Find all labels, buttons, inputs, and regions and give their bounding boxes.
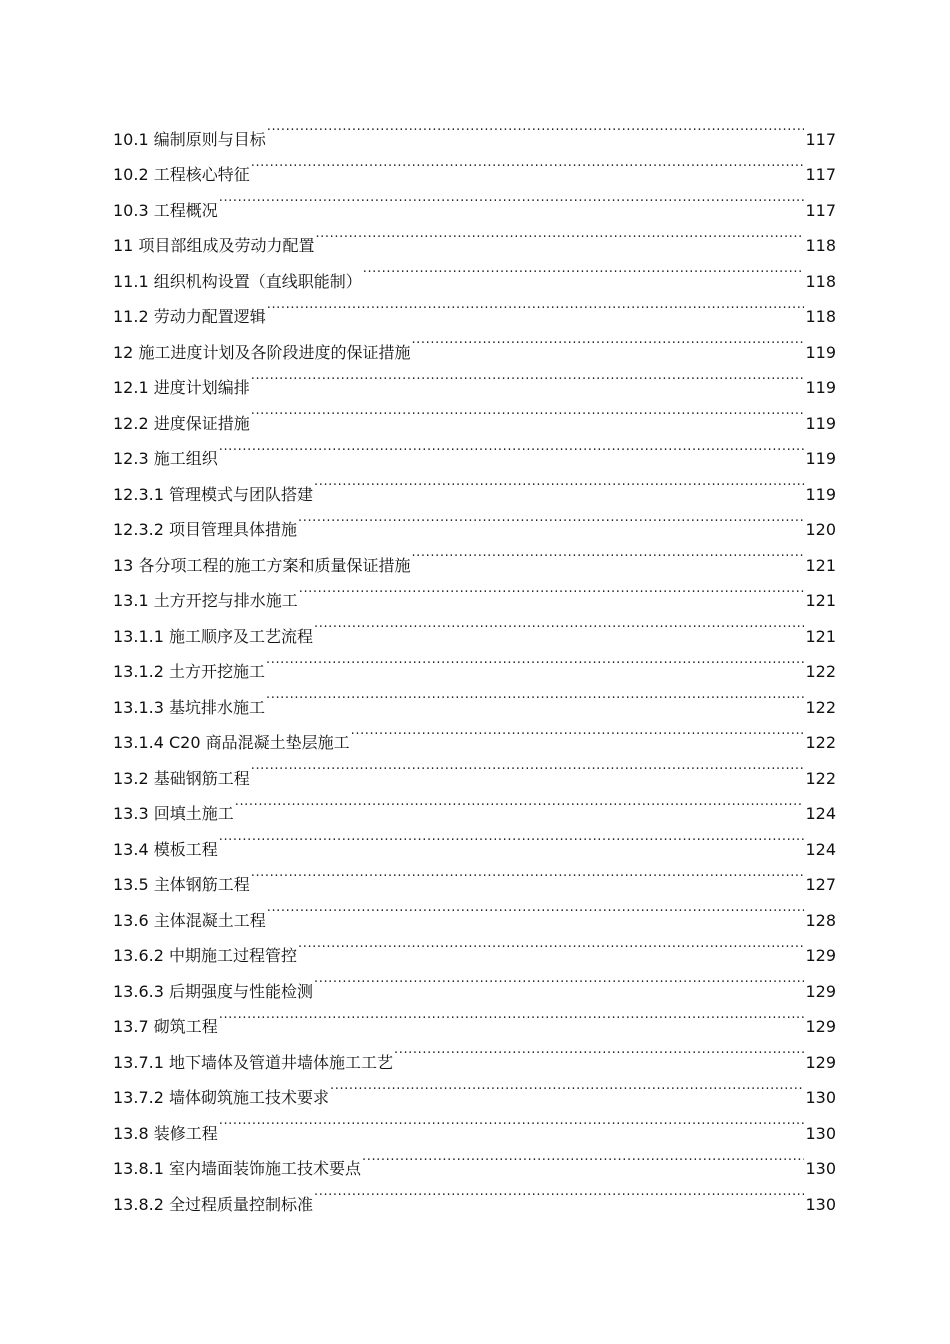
toc-dot-leader <box>267 890 805 926</box>
toc-entry[interactable] <box>113 429 836 468</box>
toc-entry-title: 11 项目部组成及劳动力配置 <box>113 236 315 255</box>
toc-entry-page: 117 <box>805 129 836 149</box>
toc-entry-title: 13.8.1 室内墙面装饰施工技术要点 <box>113 1159 361 1178</box>
toc-entry-title: 12.1 进度计划编排 <box>113 378 250 397</box>
toc-dot-leader <box>235 784 805 820</box>
toc-dot-leader <box>267 287 805 323</box>
toc-entry-title: 10.1 编制原则与目标 <box>113 129 266 149</box>
toc-dot-leader <box>299 571 805 607</box>
toc-entry-page: 129 <box>805 1052 836 1072</box>
toc-entry[interactable] <box>113 1032 836 1072</box>
toc-entry-page: 129 <box>805 981 836 1001</box>
toc-dot-leader <box>298 926 804 962</box>
toc-entry-title: 10.3 工程概况 <box>113 200 218 220</box>
toc-entry-title: 13.8.2 全过程质量控制标准 <box>113 1194 313 1214</box>
toc-entry-page: 121 <box>805 626 836 646</box>
toc-entry-title: 12.3.1 管理模式与团队搭建 <box>113 484 313 504</box>
toc-dot-leader <box>266 677 804 713</box>
toc-entry-page: 119 <box>805 378 836 397</box>
toc-entry-page: 124 <box>805 804 836 823</box>
toc-entry-title: 13.7.1 地下墙体及管道井墙体施工工艺 <box>113 1052 393 1072</box>
toc-entry-title: 11.1 组织机构设置（直线职能制） <box>113 271 362 291</box>
toc-entry-title: 13.1.3 基坑排水施工 <box>113 697 265 717</box>
toc-dot-leader <box>251 393 805 429</box>
toc-entry-title: 13.3 回填土施工 <box>113 804 234 823</box>
toc-entry-title: 12.2 进度保证措施 <box>113 413 250 433</box>
toc-entry[interactable] <box>113 819 836 859</box>
toc-entry-page: 124 <box>805 839 836 859</box>
toc-entry-page: 130 <box>805 1159 836 1178</box>
toc-dot-leader <box>314 606 804 642</box>
toc-entry-title: 12 施工进度计划及各阶段进度的保证措施 <box>113 342 411 362</box>
toc-entry-page: 119 <box>805 342 836 362</box>
toc-entry-title: 13.6 主体混凝土工程 <box>113 910 266 930</box>
toc-entry-page: 122 <box>805 768 836 788</box>
toc-dot-leader <box>411 535 804 571</box>
toc-entry-title: 13 各分项工程的施工方案和质量保证措施 <box>113 555 411 575</box>
toc-dot-leader <box>314 1174 804 1210</box>
toc-dot-leader <box>394 1032 804 1068</box>
toc-dot-leader <box>219 1103 805 1139</box>
toc-entry[interactable] <box>113 216 836 255</box>
toc-dot-leader <box>219 180 805 216</box>
toc-dot-leader <box>219 997 805 1033</box>
toc-entry-page: 117 <box>805 165 836 184</box>
toc-entry-page: 118 <box>805 271 836 291</box>
toc-entry-page: 118 <box>805 307 836 326</box>
toc-entry-page: 130 <box>805 1088 836 1107</box>
toc-entry[interactable] <box>113 109 836 149</box>
toc-entry-page: 129 <box>805 946 836 965</box>
toc-entry-title: 13.6.3 后期强度与性能检测 <box>113 981 313 1001</box>
toc-dot-leader <box>363 251 805 287</box>
toc-entry-page: 129 <box>805 1017 836 1036</box>
toc-dot-leader <box>315 216 804 252</box>
toc-entry-page: 122 <box>805 662 836 681</box>
toc-entry-page: 121 <box>805 591 836 610</box>
toc-entry[interactable] <box>113 855 836 894</box>
toc-dot-leader <box>362 1139 804 1175</box>
toc-entry-page: 119 <box>805 449 836 468</box>
toc-entry[interactable] <box>113 1139 836 1178</box>
toc-entry-title: 12.3.2 项目管理具体措施 <box>113 520 297 539</box>
toc-entry-page: 128 <box>805 910 836 930</box>
toc-dot-leader <box>219 819 805 855</box>
toc-dot-leader <box>266 642 804 678</box>
toc-entry[interactable] <box>113 997 836 1036</box>
toc-entry-title: 13.6.2 中期施工过程管控 <box>113 946 297 965</box>
toc-entry-title: 13.2 基础钢筋工程 <box>113 768 250 788</box>
toc-dot-leader <box>251 145 805 181</box>
toc-entry-title: 11.2 劳动力配置逻辑 <box>113 307 266 326</box>
toc-entry-title: 13.1.4 C20 商品混凝土垫层施工 <box>113 733 350 752</box>
toc-entry-page: 119 <box>805 484 836 504</box>
toc-entry[interactable] <box>113 180 836 220</box>
toc-dot-leader <box>251 855 805 891</box>
toc-entry-page: 130 <box>805 1194 836 1214</box>
toc-dot-leader <box>351 713 805 749</box>
toc-dot-leader <box>267 109 805 145</box>
toc-entry-page: 122 <box>805 697 836 717</box>
toc-entry-page: 130 <box>805 1123 836 1143</box>
toc-entry-page: 120 <box>805 520 836 539</box>
toc-dot-leader <box>411 322 804 358</box>
toc-dot-leader <box>219 429 805 465</box>
toc-entry-title: 13.4 模板工程 <box>113 839 218 859</box>
toc-entry-title: 10.2 工程核心特征 <box>113 165 250 184</box>
toc-dot-leader <box>298 500 804 536</box>
toc-entry-title: 13.1.1 施工顺序及工艺流程 <box>113 626 313 646</box>
toc-entry-page: 119 <box>805 413 836 433</box>
toc-dot-leader <box>314 464 804 500</box>
table-of-contents <box>113 109 836 1214</box>
toc-entry-page: 122 <box>805 733 836 752</box>
toc-entry-title: 13.1 土方开挖与排水施工 <box>113 591 298 610</box>
toc-entry-title: 13.5 主体钢筋工程 <box>113 875 250 894</box>
toc-entry-title: 12.3 施工组织 <box>113 449 218 468</box>
toc-entry-title: 13.8 装修工程 <box>113 1123 218 1143</box>
toc-dot-leader <box>251 748 805 784</box>
toc-entry-title: 13.7.2 墙体砌筑施工技术要求 <box>113 1088 329 1107</box>
toc-dot-leader <box>330 1068 804 1104</box>
toc-entry-title: 13.7 砌筑工程 <box>113 1017 218 1036</box>
toc-dot-leader <box>251 358 805 394</box>
toc-entry-page: 117 <box>805 200 836 220</box>
toc-entry-page: 118 <box>805 236 836 255</box>
toc-entry[interactable] <box>113 1103 836 1143</box>
toc-dot-leader <box>314 961 804 997</box>
toc-entry-page: 121 <box>805 555 836 575</box>
toc-entry[interactable] <box>113 464 836 504</box>
toc-entry-page: 127 <box>805 875 836 894</box>
toc-entry-title: 13.1.2 土方开挖施工 <box>113 662 265 681</box>
